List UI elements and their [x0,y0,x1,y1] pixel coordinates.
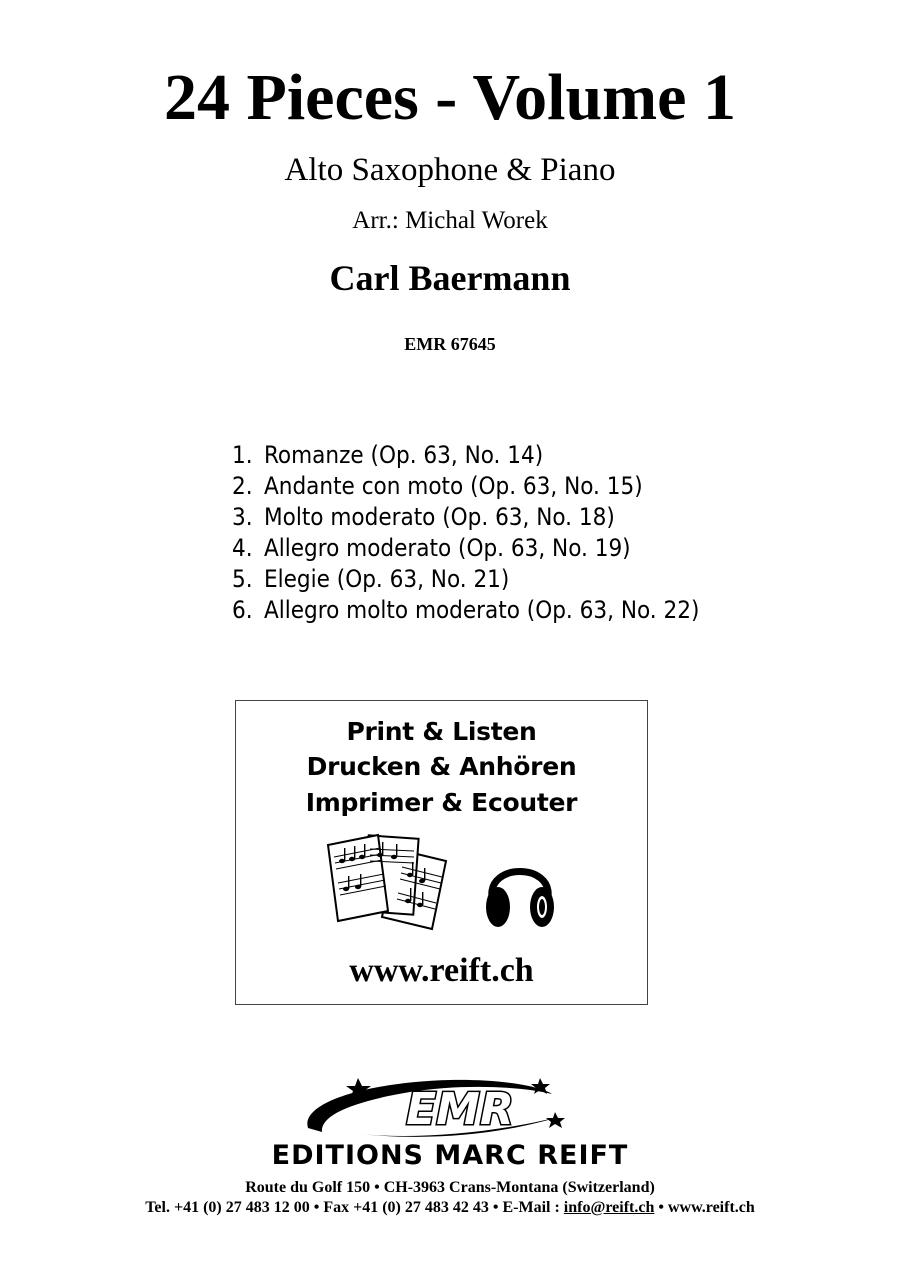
piece-title: Andante con moto (Op. 63, No. 15) [264,472,643,500]
composer: Carl Baermann [329,258,571,298]
list-item [232,471,832,502]
piece-title: Allegro moderato (Op. 63, No. 19) [264,534,631,562]
list-item [232,533,832,564]
piece-number: 4. [232,534,253,562]
headphones-icon [484,851,556,931]
piece-number: 5. [232,565,253,593]
contact-phone-fax: Tel. +41 (0) 27 483 12 00 • Fax +41 (0) 27 483 42 43 • E-Mail : [145,1199,564,1216]
publisher-address: Route du Golf 150 • CH-3963 Crans-Montana (Switzerland) [245,1179,655,1196]
promo-line-german: Drucken & Anhören [306,752,577,781]
list-item [232,502,832,533]
logo-text: EMR [406,1084,514,1135]
contact-website: • www.reift.ch [654,1199,755,1216]
piece-title: Allegro molto moderato (Op. 63, No. 22) [264,596,700,624]
piece-number: 2. [232,472,253,500]
catalog-number: EMR 67645 [404,334,496,354]
piece-number: 1. [232,441,253,469]
page-title: 24 Pieces - Volume 1 [164,61,736,134]
piece-number: 6. [232,596,253,624]
emr-swoosh-icon [300,1072,590,1144]
publisher-contact [0,1198,900,1218]
piece-list [232,440,832,626]
list-item [232,440,832,471]
list-item [232,564,832,595]
publisher-word: REIFT [537,1140,629,1171]
website-link[interactable]: www.reift.ch [349,952,534,989]
piece-title: Molto moderato (Op. 63, No. 18) [264,503,615,531]
piece-title: Romanze (Op. 63, No. 14) [264,441,544,469]
list-item [232,595,832,626]
promo-line-english: Print & Listen [346,717,537,746]
email-link[interactable]: info@reift.ch [563,1199,655,1216]
instrumentation: Alto Saxophone & Piano [284,152,616,188]
emr-logo [300,1072,590,1144]
publisher-name [0,1140,900,1172]
piece-title: Elegie (Op. 63, No. 21) [264,565,510,593]
arranger: Arr.: Michal Worek [352,207,548,234]
print-listen-box [235,700,648,1005]
publisher-word: MARC [434,1140,527,1171]
sheet-music-icon [324,831,454,941]
publisher-word: EDITIONS [271,1140,425,1171]
piece-number: 3. [232,503,253,531]
promo-line-french: Imprimer & Ecouter [305,788,578,817]
